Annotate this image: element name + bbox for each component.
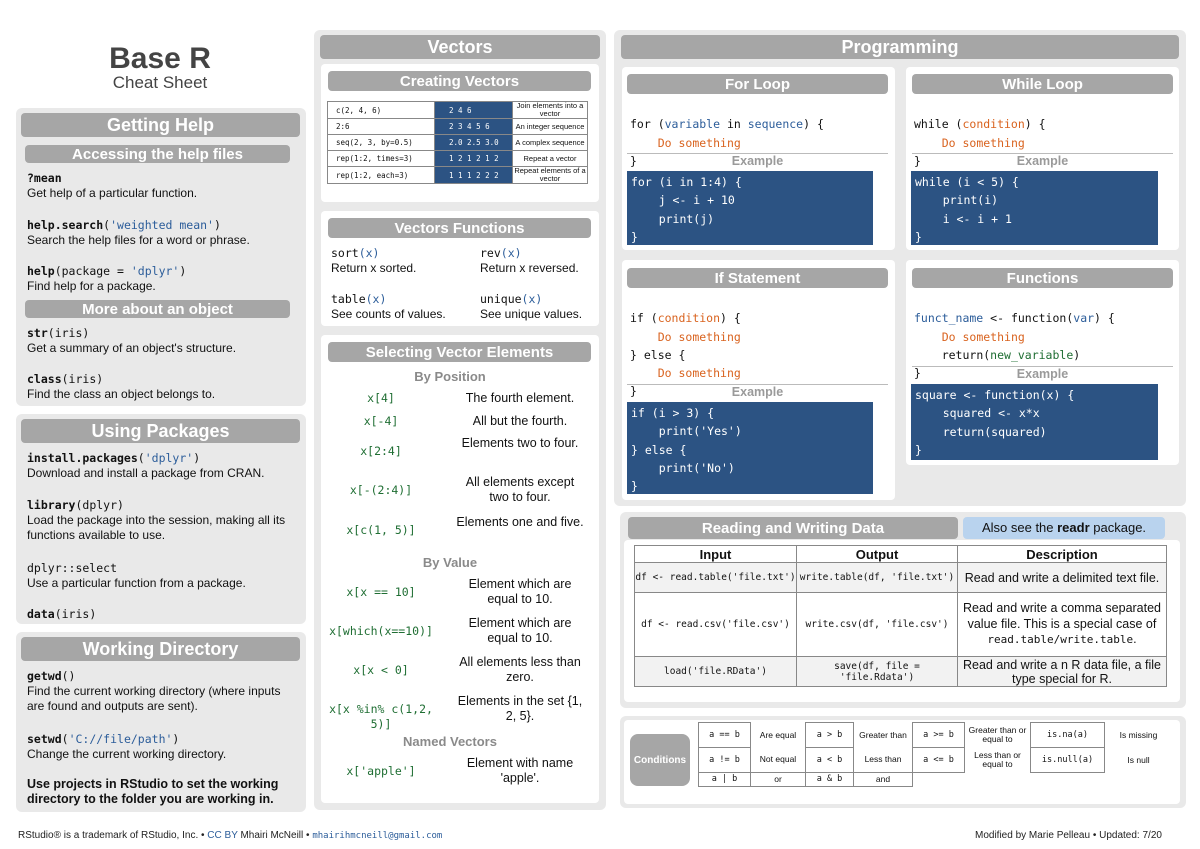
functions-example-label: Example	[912, 366, 1173, 381]
by-value-label: By Value	[422, 555, 478, 570]
rw-input: load('file.RData')	[635, 657, 797, 687]
select-desc: Elements two to four.	[461, 436, 579, 450]
vf-rev-fn: rev	[480, 246, 501, 260]
cond-or-desc: or	[751, 773, 806, 787]
creating-vector-row	[328, 119, 588, 135]
rw-output: save(df, file = 'file.Rdata')	[797, 657, 958, 687]
select-code: x['apple']	[346, 764, 416, 778]
title-sub: Cheat Sheet	[112, 73, 208, 92]
pkg-code-data: data(iris)	[27, 607, 97, 621]
wd-note: Use projects in RStudio to set the working directory to the folder you are working in.	[27, 777, 279, 806]
cond-le-desc: Less than or equal to	[974, 750, 1021, 769]
by-position-label: By Position	[414, 369, 486, 384]
footer-left: RStudio® is a trademark of RStudio, Inc. • CC BY Mhairi McNeill • mhairihmcneill@gmail.com	[18, 830, 443, 841]
rw-input: df <- read.table('file.txt')	[635, 563, 797, 593]
pkg-item-data	[27, 607, 299, 622]
creating-vector-result: 2 4 6	[435, 102, 513, 119]
creating-vector-desc: Repeat elements of a vector	[514, 166, 586, 183]
cond-na-desc: Is missing	[1119, 729, 1158, 740]
cond-null-desc: Is null	[1127, 754, 1150, 765]
creating-vector-code: rep(1:2, times=3)	[328, 151, 435, 167]
title-block	[20, 44, 300, 92]
creating-vector-result: 1 1 1 2 2 2	[435, 167, 513, 184]
select-desc: The fourth element.	[465, 391, 575, 405]
wd-code-setwd: setwd('C://file/path')	[27, 732, 180, 746]
select-desc: All elements except two to four.	[465, 475, 575, 504]
help-desc-class: Find the class an object belongs to.	[27, 387, 216, 401]
cond-eq-code: a == b	[699, 723, 751, 748]
creating-vector-code: 2:6	[328, 119, 435, 135]
select-desc: All but the fourth.	[472, 414, 568, 428]
pkg-code-library: library(dplyr)	[27, 498, 124, 512]
creating-vector-desc: A complex sequence	[513, 135, 588, 151]
help-code-class: class(iris)	[27, 372, 104, 386]
cond-na-code: is.na(a)	[1031, 723, 1105, 748]
conditions-label: Conditions	[630, 734, 690, 786]
help-desc-search: Search the help files for a word or phrase.	[27, 233, 250, 247]
select-desc: Element with name 'apple'.	[466, 756, 574, 785]
select-desc: Element which are equal to 10.	[468, 577, 572, 606]
help-code-mean: ?mean	[27, 171, 62, 185]
wd-desc-getwd: Find the current working directory (where inputs are found and outputs are sent).	[27, 684, 281, 713]
pkg-code-select: dplyr::select	[27, 561, 118, 575]
readr-note: Also see the readr package.	[963, 517, 1165, 539]
vf-table	[331, 292, 471, 322]
cond-eq-desc: Are equal	[759, 729, 797, 740]
rw-row-rdata	[635, 657, 1167, 687]
rw-desc: Read and write a comma separated value file. This is a special case of read.table/write.table.	[958, 593, 1167, 657]
pkg-item-select	[27, 561, 299, 591]
select-row	[321, 475, 599, 507]
rw-desc: Read and write a n R data file, a file type special for R.	[958, 657, 1167, 687]
pkg-item-install	[27, 451, 299, 481]
select-code: x[which(x==10)]	[329, 624, 433, 638]
cond-gt-desc: Greater than	[859, 729, 907, 740]
creating-vector-result: 2.0 2.5 3.0	[435, 135, 513, 151]
cond-ne-code: a != b	[699, 748, 751, 773]
using-packages-header: Using Packages	[21, 419, 300, 443]
vf-unique-arg: (x)	[521, 292, 543, 306]
getting-help-header: Getting Help	[21, 113, 300, 137]
vf-table-arg: (x)	[365, 292, 387, 306]
rw-output: write.csv(df, 'file.csv')	[797, 593, 958, 657]
vector-functions-header: Vectors Functions	[328, 218, 591, 238]
help-item-str	[27, 326, 299, 356]
cond-null-code: is.null(a)	[1031, 748, 1105, 773]
for-loop-code: for (variable in sequence) { Do something }	[630, 117, 824, 168]
rw-desc: Read and write a delimited text file.	[958, 563, 1167, 593]
creating-vector-desc: An integer sequence	[513, 119, 588, 135]
help-code-search: help.search('weighted mean')	[27, 218, 221, 232]
cond-ge-code: a >= b	[913, 723, 965, 748]
creating-vector-result: 1 2 1 2 1 2	[435, 151, 513, 167]
creating-vector-code: c(2, 4, 6)	[328, 102, 435, 119]
cond-lt-code: a < b	[806, 748, 854, 773]
select-row	[321, 515, 599, 547]
select-code: x[-4]	[363, 414, 399, 428]
more-about-object-header: More about an object	[25, 300, 290, 318]
cond-and-code: a & b	[806, 773, 854, 787]
vf-sort	[331, 246, 461, 276]
cc-by-link[interactable]: CC BY	[207, 830, 238, 841]
reading-writing-header: Reading and Writing Data	[628, 517, 958, 539]
select-code: x[c(1, 5)]	[346, 523, 416, 537]
select-row	[321, 577, 599, 609]
help-desc-mean: Get help of a particular function.	[27, 186, 198, 200]
select-row	[321, 616, 599, 648]
pkg-item-library	[27, 498, 299, 543]
creating-vector-row	[328, 102, 588, 119]
functions-code: funct_name <- function(var) { Do something return(new_variable) }	[914, 311, 1115, 381]
wd-desc-setwd: Change the current working directory.	[27, 747, 227, 761]
creating-vector-code: rep(1:2, each=3)	[328, 167, 435, 184]
cond-ne-desc: Not equal	[759, 754, 797, 765]
vf-unique-desc: See unique values.	[480, 307, 583, 321]
cond-lt-desc: Less than	[864, 754, 902, 765]
select-desc: Element which are equal to 10.	[468, 616, 572, 645]
creating-vector-row	[328, 135, 588, 151]
select-code: x[x %in% c(1,2, 5)]	[329, 702, 433, 731]
vf-unique-fn: unique	[480, 292, 522, 306]
vf-rev-desc: Return x reversed.	[480, 261, 579, 275]
vf-sort-arg: (x)	[358, 246, 380, 260]
creating-vector-row	[328, 167, 588, 184]
help-code-package: help(package = 'dplyr')	[27, 264, 187, 278]
rw-col-input: Input	[635, 546, 797, 563]
creating-vector-desc: Repeat a vector	[513, 151, 588, 167]
cond-gt-code: a > b	[806, 723, 854, 748]
select-code: x[2:4]	[360, 444, 402, 458]
help-desc-str: Get a summary of an object's structure.	[27, 341, 237, 355]
cond-or-code: a | b	[699, 773, 751, 787]
conditions-table	[698, 722, 1173, 787]
vf-sort-fn: sort	[331, 246, 359, 260]
rw-col-output: Output	[797, 546, 958, 563]
help-desc-package: Find help for a package.	[27, 279, 156, 293]
pkg-desc-select: Use a particular function from a package.	[27, 576, 246, 590]
help-item-package	[27, 264, 299, 294]
wd-item-setwd	[27, 732, 299, 762]
creating-vectors-header: Creating Vectors	[328, 71, 591, 91]
vf-rev-arg: (x)	[500, 246, 522, 260]
creating-vector-code: seq(2, 3, by=0.5)	[328, 135, 435, 151]
select-row	[321, 655, 599, 687]
creating-vector-row	[328, 151, 588, 167]
working-directory-header: Working Directory	[21, 637, 300, 661]
vf-table-desc: See counts of values.	[331, 307, 446, 321]
help-item-class	[27, 372, 299, 402]
wd-item-getwd	[27, 669, 299, 714]
named-vectors-label: Named Vectors	[403, 734, 497, 749]
creating-vectors-table	[327, 101, 588, 184]
footer-right: Modified by Marie Pelleau • Updated: 7/20	[975, 830, 1162, 841]
select-row	[321, 756, 599, 788]
functions-header: Functions	[912, 268, 1173, 288]
vf-rev	[480, 246, 600, 276]
rw-row-table	[635, 563, 1167, 593]
select-row	[321, 391, 599, 407]
creating-vector-desc: Join elements into a vector	[513, 102, 588, 119]
functions-example: square <- function(x) { squared <- x*x return(squared) }	[911, 384, 1158, 460]
while-loop-code: while (condition) { Do something }	[914, 117, 1046, 168]
select-desc: Elements in the set {1, 2, 5}.	[457, 694, 583, 723]
select-row	[321, 436, 599, 468]
pkg-desc-install: Download and install a package from CRAN.	[27, 466, 265, 480]
accessing-help-header: Accessing the help files	[25, 145, 290, 163]
if-statement-example: if (i > 3) { print('Yes') } else { print('No') }	[627, 402, 873, 494]
cond-ge-desc: Greater than or equal to	[968, 725, 1027, 744]
cond-and-desc: and	[854, 773, 913, 787]
rw-output: write.table(df, 'file.txt')	[797, 563, 958, 593]
select-desc: Elements one and five.	[456, 515, 584, 529]
if-statement-header: If Statement	[627, 268, 888, 288]
select-code: x[x < 0]	[353, 663, 409, 677]
for-loop-example-label: Example	[627, 153, 888, 168]
while-loop-header: While Loop	[912, 74, 1173, 94]
email-link[interactable]: mhairihmcneill@gmail.com	[312, 831, 443, 841]
programming-header: Programming	[621, 35, 1179, 59]
select-code: x[x == 10]	[346, 585, 416, 599]
vectors-header: Vectors	[320, 35, 600, 59]
select-row	[321, 414, 599, 430]
rw-col-desc: Description	[958, 546, 1167, 563]
while-loop-example: while (i < 5) { print(i) i <- i + 1 }	[911, 171, 1158, 245]
rw-input: df <- read.csv('file.csv')	[635, 593, 797, 657]
select-desc: All elements less than zero.	[459, 655, 581, 684]
for-loop-example: for (i in 1:4) { j <- i + 10 print(j) }	[627, 171, 873, 245]
if-statement-example-label: Example	[627, 384, 888, 399]
creating-vector-result: 2 3 4 5 6	[435, 119, 513, 135]
help-item-search	[27, 218, 299, 248]
reading-writing-table	[634, 545, 1167, 687]
vf-unique	[480, 292, 600, 322]
cond-le-code: a <= b	[913, 748, 965, 773]
pkg-desc-library: Load the package into the session, making all its functions available to use.	[27, 513, 286, 542]
title-main: Base R	[109, 42, 211, 75]
while-loop-example-label: Example	[912, 153, 1173, 168]
select-code: x[-(2:4)]	[349, 483, 413, 497]
for-loop-header: For Loop	[627, 74, 888, 94]
vf-sort-desc: Return x sorted.	[331, 261, 417, 275]
select-row	[321, 694, 599, 731]
select-code: x[4]	[367, 391, 395, 405]
rw-row-csv	[635, 593, 1167, 657]
wd-code-getwd: getwd()	[27, 669, 76, 683]
help-code-str: str(iris)	[27, 326, 90, 340]
vf-table-fn: table	[331, 292, 366, 306]
selecting-header: Selecting Vector Elements	[328, 342, 591, 362]
if-statement-code: if (condition) { Do something } else { Do something }	[630, 311, 741, 399]
pkg-code-install: install.packages('dplyr')	[27, 451, 201, 465]
help-item-mean	[27, 171, 299, 201]
